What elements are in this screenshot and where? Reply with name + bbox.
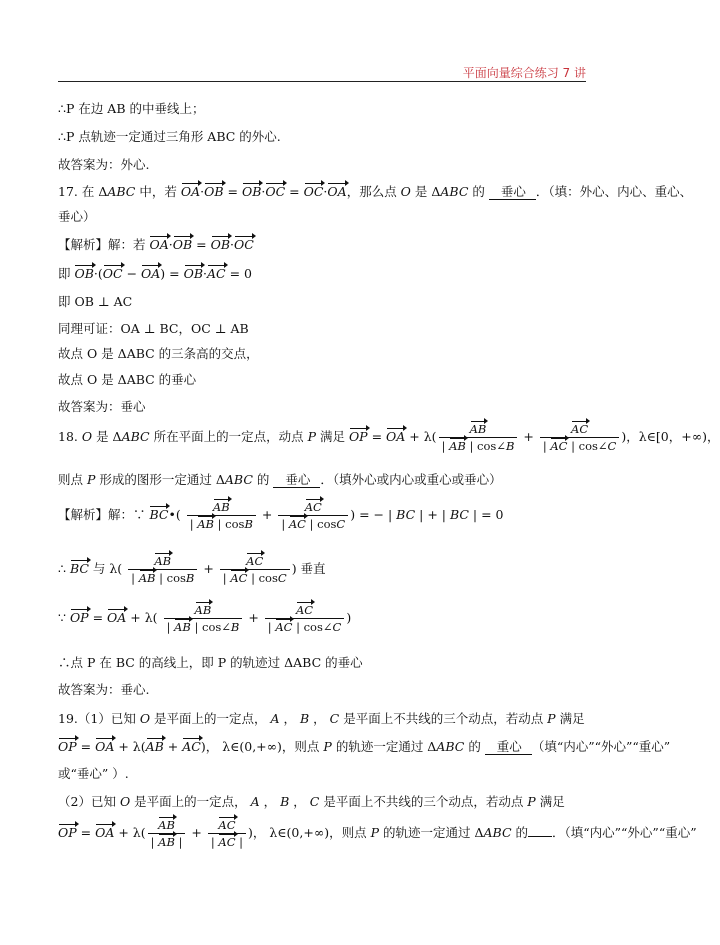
answer-17: 垂心 (489, 185, 536, 200)
solution-17-1: 【解析】解：若 OA·OB = OB·OC (58, 237, 254, 252)
text-line: 垂心） (58, 209, 96, 224)
answer-19-2-blank (528, 824, 552, 837)
answer-18: 垂心 (273, 473, 320, 488)
solution-18-1: 【解析】解：∵ BC•( $\frac{AB}{| AB | \cos B}$ + $\frac{AC}{| AC | \cos C}$ ) = − | BC | + | BC | = 0 (58, 500, 504, 531)
question-18: 18. O 是 ΔABC 所在平面上的一定点，动点 P 满足 OP = OA + λ( $\frac{AB}{| AB | \cos\angle B}$ + $\frac{AC}{| AC | \cos\angle C}$ )，λ∈[0，+∞)， (58, 422, 720, 453)
text-line: 即 OB ⊥ AC (58, 294, 133, 309)
text-line: 故点 O 是 ΔABC 的三条高的交点， (58, 346, 259, 361)
answer-19-1: 重心 (485, 740, 532, 755)
text-line: 同理可证：OA ⊥ BC，OC ⊥ AB (58, 321, 249, 336)
text-line: ∴P 点轨迹一定通过三角形 ABC 的外心. (58, 129, 281, 144)
question-19-1: 19.（1）已知 O 是平面上的一定点， A ， B ， C 是平面上不共线的三个动点，若动点 P 满足 (58, 711, 585, 726)
text-line: 故答案为：垂心. (58, 682, 150, 697)
text-line: 故答案为：外心. (58, 157, 150, 172)
question-19-2-formula: OP = OA + λ( $\frac{AB}{| AB |}$ + $\frac{AC}{| AC |}$ )， λ∈(0,+∞)，则点 P 的轨迹一定通过 ΔABC 的 ．（填“内心”“外心”“重心” (58, 818, 697, 849)
text-line: ∴P 在边 AB 的中垂线上； (58, 101, 205, 116)
page-header-title: 平面向量综合练习 7 讲 (462, 66, 586, 80)
question-19-2: （2）已知 O 是平面上的一定点， A ， B ， C 是平面上不共线的三个动点，若动点 P 满足 (58, 794, 565, 809)
text-line: 故答案为：垂心 (58, 399, 146, 414)
solution-18-2: ∴ BC 与 λ( $\frac{AB}{| AB | \cos B}$ + $\frac{AC}{| AC | \cos C}$ ) 垂直 (58, 554, 326, 585)
solution-17-2: 即 OB·(OC − OA) = OB·AC = 0 (58, 266, 252, 281)
text-line: 或“垂心” ）. (58, 766, 129, 781)
header-rule (58, 81, 586, 82)
question-18-cont: 则点 P 形成的图形一定通过 ΔABC 的 垂心 ．（填外心或内心或重心或垂心） (58, 472, 502, 487)
solution-18-3: ∵ OP = OA + λ( $\frac{AB}{| AB | \cos\angle B}$ + $\frac{AC}{| AC | \cos\angle C}$ ) (58, 603, 352, 634)
text-line: ∴点 P 在 BC 的高线上，即 P 的轨迹过 ΔABC 的垂心 (58, 655, 363, 670)
question-17-choices: ．（填：外心、内心、重心、 (535, 184, 693, 199)
text-line: 故点 O 是 ΔABC 的垂心 (58, 372, 197, 387)
question-19-1-formula: OP = OA + λ(AB + AC)， λ∈(0,+∞)，则点 P 的轨迹一定通过 ΔABC 的 重心 （填“内心”“外心”“重心” (58, 739, 671, 754)
question-17: 17. 在 ΔABC 中，若 OA·OB = OB·OC = OC·OA，那么点 O 是 ΔABC 的 垂心 ．（填：外心、内心、重心、 (58, 184, 693, 199)
